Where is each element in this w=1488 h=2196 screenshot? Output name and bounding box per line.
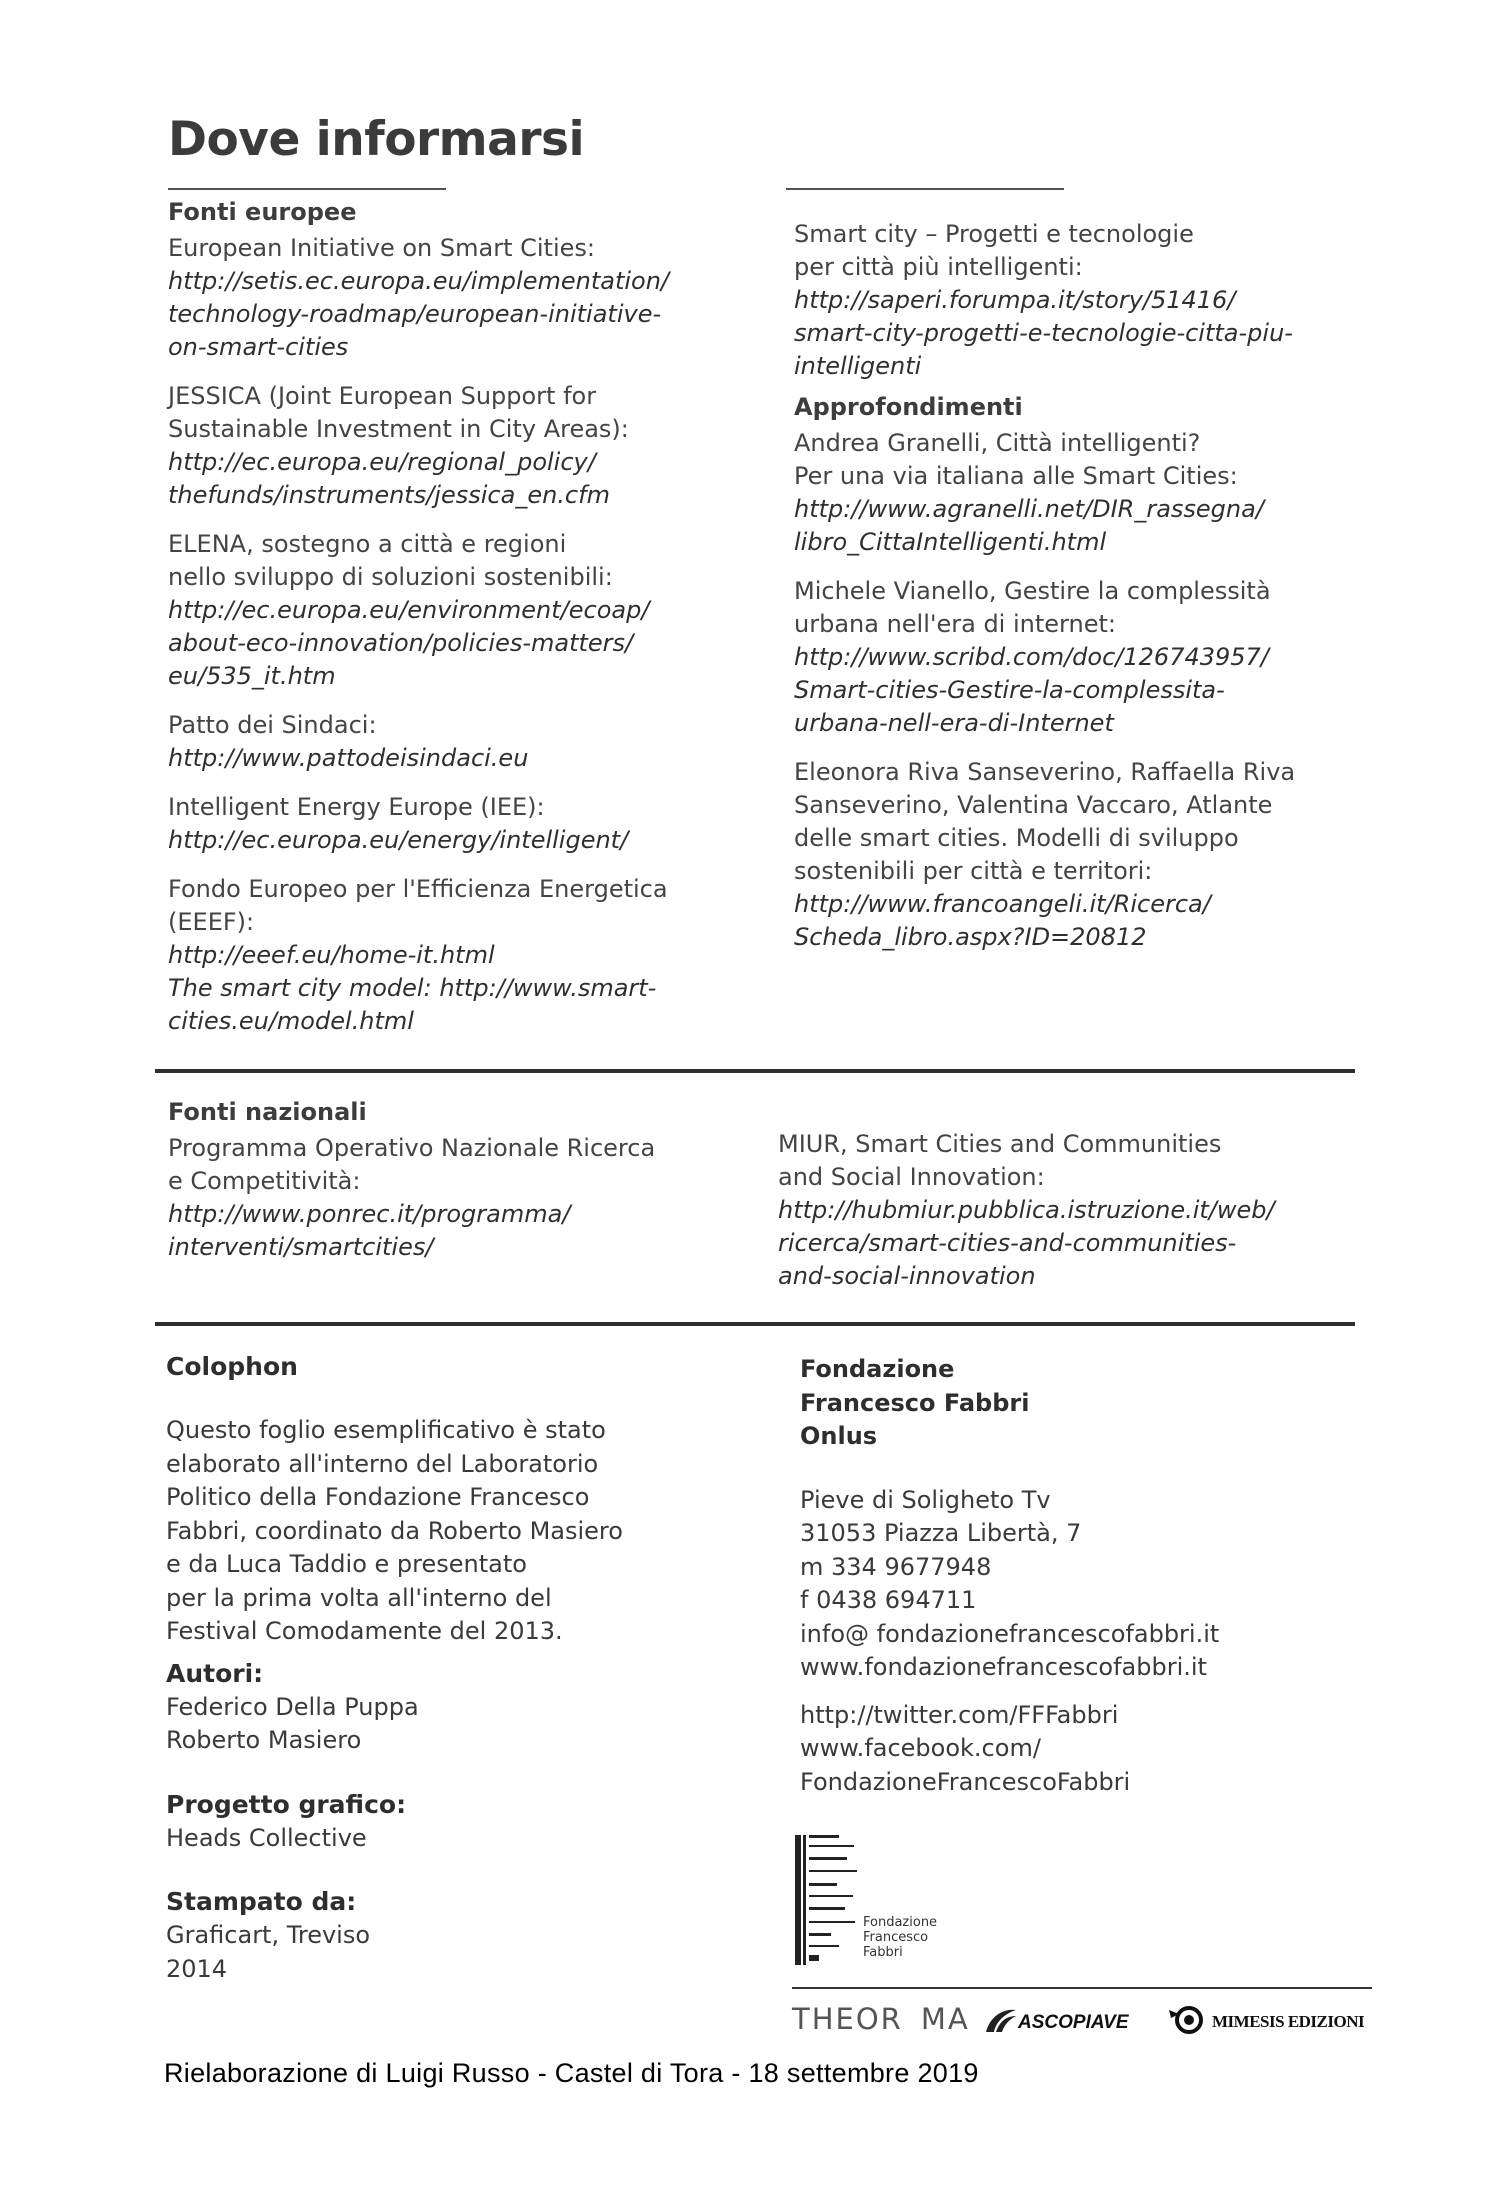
colophon-line: Questo foglio esemplificativo è stato	[166, 1416, 606, 1444]
progetto-heading: Progetto grafico:	[166, 1789, 407, 1819]
fondazione-contact: info@ fondazionefrancescofabbri.it	[800, 1619, 1220, 1648]
entry-link[interactable]: http://www.pattodeisindaci.eu	[168, 744, 529, 772]
entry-link[interactable]: eu/535_it.htm	[168, 662, 336, 690]
autori-heading: Autori:	[166, 1658, 264, 1688]
entry-link[interactable]: libro_CittaIntelligenti.html	[794, 528, 1107, 556]
entry-text: (EEEF):	[168, 908, 255, 936]
progetto-name: Heads Collective	[166, 1823, 367, 1852]
fondazione-contact: www.fondazionefrancescofabbri.it	[800, 1653, 1207, 1681]
entry-link[interactable]: about-eco-innovation/policies-matters/	[168, 629, 634, 657]
entry-text: Andrea Granelli, Città intelligenti?	[794, 429, 1201, 457]
entry-text: JESSICA (Joint European Support for	[168, 382, 597, 410]
entry-link[interactable]: thefunds/instruments/jessica_en.cfm	[168, 481, 610, 509]
entry-text: Per una via italiana alle Smart Cities:	[794, 462, 1238, 490]
ascopiave-logo	[984, 2006, 1018, 2038]
fondazione-name: Onlus	[800, 1422, 878, 1450]
entry-link[interactable]: Smart-cities-Gestire-la-complessita-	[794, 676, 1225, 704]
fondazione-social: FondazioneFrancescoFabbri	[800, 1767, 1131, 1796]
fondazione-contact: f 0438 694711	[800, 1586, 977, 1614]
entry-link[interactable]: http://ec.europa.eu/energy/intelligent/	[168, 826, 629, 854]
source-entry	[794, 575, 1404, 740]
entry-link[interactable]: interventi/smartcities/	[168, 1233, 434, 1261]
entry-link[interactable]: http://www.ponrec.it/programma/	[168, 1200, 571, 1228]
entry-link[interactable]: http://www.francoangeli.it/Ricerca/	[794, 890, 1211, 918]
entry-text: per città più intelligenti:	[794, 253, 1083, 281]
entry-link[interactable]: http://saperi.forumpa.it/story/51416/	[794, 286, 1236, 314]
colophon-line: Fabbri, coordinato da Roberto Masiero	[166, 1516, 623, 1545]
fonti-nazionali-heading: Fonti nazionali	[168, 1098, 367, 1126]
source-entry	[794, 427, 1404, 559]
entry-text: e Competitività:	[168, 1167, 361, 1195]
fondazione-logo	[793, 1835, 973, 1965]
entry-text: Sustainable Investment in City Areas):	[168, 415, 629, 443]
divider	[792, 1987, 1372, 1989]
source-entry	[168, 528, 768, 693]
colophon-line: per la prima volta all'interno del	[166, 1583, 552, 1612]
fondazione-social: http://twitter.com/FFFabbri	[800, 1700, 1119, 1729]
colophon-heading: Colophon	[166, 1352, 298, 1381]
fondazione-contact: 31053 Piazza Libertà, 7	[800, 1519, 1082, 1547]
entry-text: Michele Vianello, Gestire la complessità	[794, 577, 1271, 605]
entry-text: Intelligent Energy Europe (IEE):	[168, 793, 545, 821]
sponsor-ascopiave: ASCOPIAVE	[1018, 2012, 1129, 2033]
footer-credit: Rielaborazione di Luigi Russo - Castel di Tora - 18 settembre 2019	[164, 2058, 979, 2088]
entry-link[interactable]: Scheda_libro.aspx?ID=20812	[794, 923, 1147, 951]
entry-link[interactable]: http://ec.europa.eu/environment/ecoap/	[168, 596, 650, 624]
entry-link[interactable]: technology-roadmap/european-initiative-	[168, 300, 662, 328]
colophon-line: Politico della Fondazione Francesco	[166, 1483, 590, 1511]
entry-link[interactable]: ricerca/smart-cities-and-communities-	[778, 1229, 1237, 1257]
entry-text: Patto dei Sindaci:	[168, 711, 377, 739]
approfondimenti-heading: Approfondimenti	[794, 393, 1023, 421]
sponsor-logos	[792, 2000, 1372, 2040]
entry-text: Eleonora Riva Sanseverino, Raffaella Riva	[794, 758, 1296, 786]
source-entry	[794, 218, 1404, 383]
fondazione-contact: m 334 9677948	[800, 1552, 992, 1581]
logo-text-line: Francesco	[863, 1930, 929, 1945]
entry-link[interactable]: http://setis.ec.europa.eu/implementation/	[168, 267, 669, 295]
fonti-europee-right-column	[794, 214, 1404, 954]
section-divider	[155, 1322, 1355, 1326]
source-entry	[168, 709, 768, 775]
entry-link[interactable]: http://www.agranelli.net/DIR_rassegna/	[794, 495, 1264, 523]
entry-text: delle smart cities. Modelli di sviluppo	[794, 824, 1239, 852]
autore-name: Federico Della Puppa	[166, 1692, 419, 1721]
entry-link[interactable]: http://www.scribd.com/doc/126743957/	[794, 643, 1269, 671]
source-entry	[168, 791, 768, 857]
entry-text: Programma Operativo Nazionale Ricerca	[168, 1134, 656, 1162]
colophon-line: e da Luca Taddio e presentato	[166, 1550, 527, 1578]
logo-text	[863, 1915, 937, 1960]
stampato-line: 2014	[166, 1954, 228, 1983]
source-entry	[168, 380, 768, 512]
fondazione-info	[800, 1353, 1400, 1799]
colophon-line: elaborato all'interno del Laboratorio	[166, 1449, 599, 1478]
source-entry	[168, 1132, 768, 1264]
source-entry	[168, 232, 768, 364]
entry-text: and Social Innovation:	[778, 1163, 1045, 1191]
sponsor-theorema: THEOR MA	[792, 2002, 970, 2036]
fondazione-name: Fondazione	[800, 1355, 955, 1383]
source-entry	[168, 873, 768, 1038]
entry-link[interactable]: The smart city model: http://www.smart-	[168, 974, 657, 1002]
entry-link[interactable]: http://ec.europa.eu/regional_policy/	[168, 448, 596, 476]
fondazione-social: www.facebook.com/	[800, 1734, 1041, 1762]
fondazione-name: Francesco Fabbri	[800, 1388, 1030, 1417]
fonti-nazionali-left	[168, 1096, 768, 1264]
entry-link[interactable]: urbana-nell-era-di-Internet	[794, 709, 1114, 737]
logo-text-line: Fabbri	[863, 1945, 903, 1960]
entry-link[interactable]: on-smart-cities	[168, 333, 349, 361]
colophon	[166, 1350, 766, 1986]
entry-link[interactable]: cities.eu/model.html	[168, 1007, 414, 1035]
fonti-europee-left-column	[168, 196, 768, 1038]
entry-link[interactable]: and-social-innovation	[778, 1262, 1036, 1290]
page-title: Dove informarsi	[168, 112, 585, 167]
entry-text: MIUR, Smart Cities and Communities	[778, 1130, 1222, 1158]
section-divider	[155, 1069, 1355, 1073]
entry-text: European Initiative on Smart Cities:	[168, 234, 595, 262]
mimesis-icon	[1167, 2002, 1207, 2042]
fonti-europee-heading: Fonti europee	[168, 198, 357, 226]
divider	[786, 188, 1064, 190]
fondazione-contact: Pieve di Soligheto Tv	[800, 1485, 1051, 1514]
entry-link[interactable]: smart-city-progetti-e-tecnologie-citta-piu-	[794, 319, 1293, 347]
entry-text: Sanseverino, Valentina Vaccaro, Atlante	[794, 791, 1273, 819]
logo-text-line: Fondazione	[863, 1915, 938, 1930]
stampato-line: Graficart, Treviso	[166, 1921, 371, 1949]
divider	[168, 188, 446, 190]
sponsor-mimesis: MIMESIS EDIZIONI	[1212, 2012, 1365, 2031]
entry-text: Smart city – Progetti e tecnologie	[794, 220, 1194, 248]
entry-text: sostenibili per città e territori:	[794, 857, 1153, 885]
entry-link[interactable]: intelligenti	[794, 352, 922, 380]
colophon-line: Festival Comodamente del 2013.	[166, 1617, 563, 1645]
fonti-nazionali-right	[778, 1124, 1398, 1293]
source-entry	[794, 756, 1404, 954]
autore-name: Roberto Masiero	[166, 1726, 362, 1754]
entry-link[interactable]: http://hubmiur.pubblica.istruzione.it/web/	[778, 1196, 1275, 1224]
entry-text: urbana nell'era di internet:	[794, 610, 1116, 638]
entry-text: Fondo Europeo per l'Efficienza Energetica	[168, 875, 668, 903]
source-entry	[778, 1128, 1398, 1293]
entry-text: ELENA, sostegno a città e regioni	[168, 530, 567, 558]
stampato-heading: Stampato da:	[166, 1887, 357, 1916]
entry-link[interactable]: http://eeef.eu/home-it.html	[168, 941, 495, 969]
entry-text: nello sviluppo di soluzioni sostenibili:	[168, 563, 613, 591]
